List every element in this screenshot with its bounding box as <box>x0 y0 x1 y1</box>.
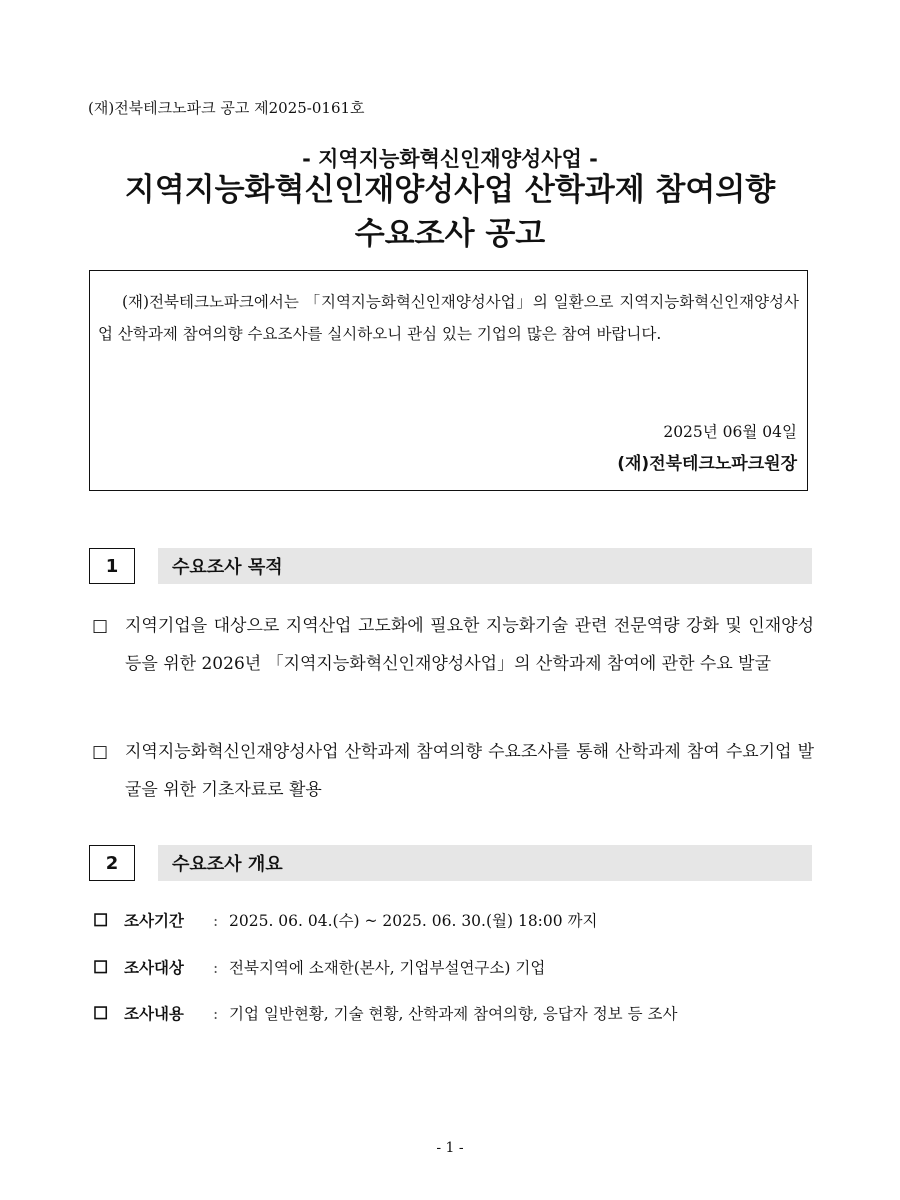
section-1-bullet <box>92 733 814 809</box>
intro-signature: (재)전북테크노파크원장 <box>617 454 797 474</box>
overview-label: 조사대상 <box>124 959 184 977</box>
overview-item-period <box>93 903 809 940</box>
intro-text: (재)전북테크노파크에서는 「지역지능화혁신인재양성사업」의 일환으로 지역지능화혁신인재양성사업 산학과제 참여의향 수요조사를 실시하오니 관심 있는 기업의 많은 참여 바랍니다. <box>98 293 799 343</box>
section-2-number: 2 <box>89 845 135 881</box>
overview-item-content <box>93 996 809 1033</box>
page-number: - 1 - <box>436 1140 464 1156</box>
overview-colon: : <box>213 1005 219 1023</box>
overview-value: 기업 일반현황, 기술 현황, 산학과제 참여의향, 응답자 정보 등 조사 <box>229 1005 678 1023</box>
checkbox-icon: ☐ <box>93 958 109 978</box>
overview-value: 2025. 06. 04.(수) ~ 2025. 06. 30.(월) 18:00 까지 <box>229 912 598 930</box>
notice-number: (재)전북테크노파크 공고 제2025-0161호 <box>88 99 365 117</box>
overview-item-target <box>93 950 809 987</box>
checkbox-icon: ☐ <box>93 911 109 931</box>
checkbox-icon: ☐ <box>93 1004 109 1024</box>
checkbox-icon: □ <box>92 742 109 762</box>
overview-label: 조사기간 <box>124 912 184 930</box>
section-1-number: 1 <box>89 548 135 584</box>
checkbox-icon: □ <box>92 616 109 636</box>
intro-date: 2025년 06월 04일 <box>663 423 797 441</box>
document-subtitle: - 지역지능화혁신인재양성사업 - <box>302 147 598 171</box>
title-line-2: 수요조사 공고 <box>354 216 546 252</box>
section-1-title: 수요조사 목적 <box>158 548 812 584</box>
document-title <box>0 168 900 256</box>
overview-label: 조사내용 <box>124 1005 184 1023</box>
section-2-title: 수요조사 개요 <box>158 845 812 881</box>
section-1-bullet <box>92 607 814 683</box>
bullet-text: 지역기업을 대상으로 지역산업 고도화에 필요한 지능화기술 관련 전문역량 강화 및 인재양성 등을 위한 2026년 「지역지능화혁신인재양성사업」의 산학과제 참여에 관한 수요 발굴 <box>125 616 814 674</box>
intro-box <box>89 270 808 491</box>
bullet-text: 지역지능화혁신인재양성사업 산학과제 참여의향 수요조사를 통해 산학과제 참여 수요기업 발굴을 위한 기초자료로 활용 <box>125 742 814 800</box>
overview-colon: : <box>213 959 219 977</box>
title-line-1: 지역지능화혁신인재양성사업 산학과제 참여의향 <box>124 172 776 208</box>
overview-value: 전북지역에 소재한(본사, 기업부설연구소) 기업 <box>229 959 546 977</box>
overview-colon: : <box>213 912 219 930</box>
